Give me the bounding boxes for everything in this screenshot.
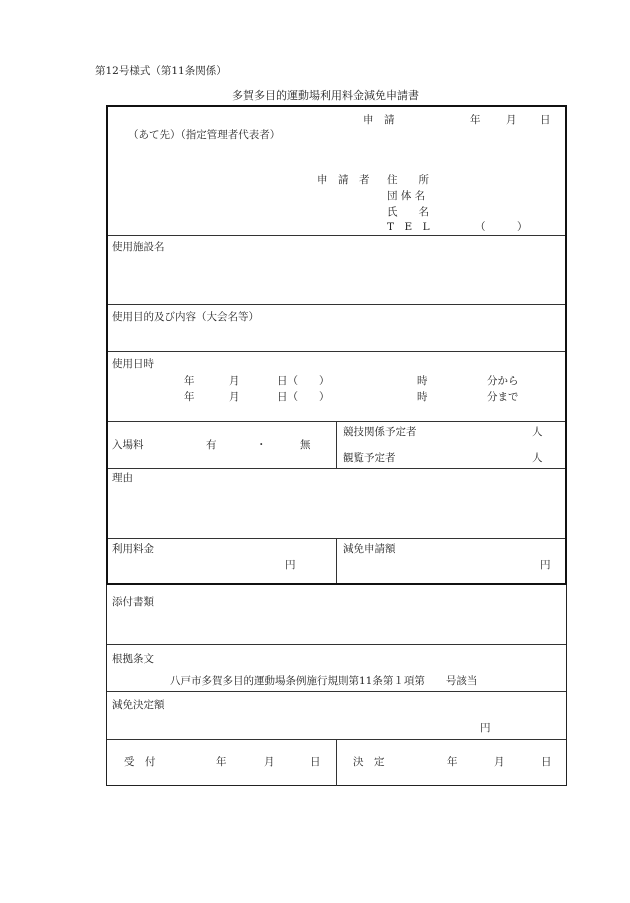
divider	[107, 644, 566, 645]
divider	[108, 235, 565, 236]
application-date-label: 申 請	[363, 114, 395, 126]
decided-year: 年	[447, 756, 458, 768]
divider	[336, 739, 337, 786]
purpose-label: 使用目的及び内容（大会名等）	[112, 311, 259, 323]
schedule-end-hour: 時	[417, 391, 428, 403]
application-form	[106, 105, 567, 585]
received-year: 年	[216, 756, 227, 768]
decided-day: 日	[541, 756, 552, 768]
divider	[108, 304, 565, 305]
spectators-unit: 人	[532, 452, 543, 464]
group-name-label: 団 体 名	[387, 190, 426, 202]
form-number: 第12号様式（第11条関係）	[95, 65, 227, 77]
decided-month: 月	[494, 756, 505, 768]
application-date-year: 年	[470, 114, 481, 126]
tel-parentheses: （ ）	[475, 221, 528, 233]
schedule-start-month: 月	[229, 375, 240, 387]
divider	[108, 468, 565, 469]
application-date-day: 日	[540, 114, 551, 126]
reduction-request-label: 減免申請額	[343, 543, 396, 555]
competitors-unit: 人	[532, 426, 543, 438]
competitors-label: 競技関係予定者	[343, 426, 417, 438]
schedule-start-year: 年	[184, 375, 195, 387]
received-label: 受 付	[124, 756, 156, 768]
form-title: 多賀多目的運動場利用料金減免申請書	[232, 89, 419, 102]
reduction-request-unit: 円	[540, 559, 551, 571]
facility-label: 使用施設名	[112, 241, 165, 253]
office-use-section	[106, 585, 567, 786]
addressee: （あて先）（指定管理者代表者）	[128, 129, 281, 141]
admission-label: 入場料	[112, 439, 144, 451]
admission-no: 無	[300, 439, 311, 451]
spectators-label: 観覧予定者	[343, 452, 396, 464]
reason-label: 理由	[112, 472, 133, 484]
basis-text: 八戸市多賀多目的運動場条例施行規則第11条第１項第 号該当	[170, 675, 478, 687]
address-label: 住 所	[387, 174, 429, 186]
schedule-start-day: 日（ ）	[277, 375, 330, 387]
decision-amount-unit: 円	[480, 722, 491, 734]
admission-dot: ・	[256, 439, 267, 451]
schedule-end-month: 月	[229, 391, 240, 403]
tel-label: T E L	[387, 221, 430, 233]
divider	[108, 351, 565, 352]
basis-label: 根拠条文	[112, 653, 154, 665]
received-day: 日	[310, 756, 321, 768]
schedule-start-hour: 時	[417, 375, 428, 387]
fee-unit: 円	[285, 559, 296, 571]
schedule-end-day: 日（ ）	[277, 391, 330, 403]
divider	[336, 421, 337, 468]
schedule-start-minute: 分から	[487, 375, 519, 387]
divider	[107, 691, 566, 692]
applicant-label: 申 請 者	[317, 174, 370, 186]
admission-yes: 有	[206, 439, 217, 451]
schedule-label: 使用日時	[112, 358, 154, 370]
name-label: 氏 名	[387, 206, 429, 218]
attachments-label: 添付書類	[112, 596, 154, 608]
divider	[336, 538, 337, 583]
fee-label: 利用料金	[112, 543, 154, 555]
decision-amount-label: 減免決定額	[112, 699, 165, 711]
received-month: 月	[264, 756, 275, 768]
decided-label: 決 定	[353, 756, 385, 768]
schedule-end-minute: 分まで	[487, 391, 519, 403]
application-date-month: 月	[506, 114, 517, 126]
schedule-end-year: 年	[184, 391, 195, 403]
